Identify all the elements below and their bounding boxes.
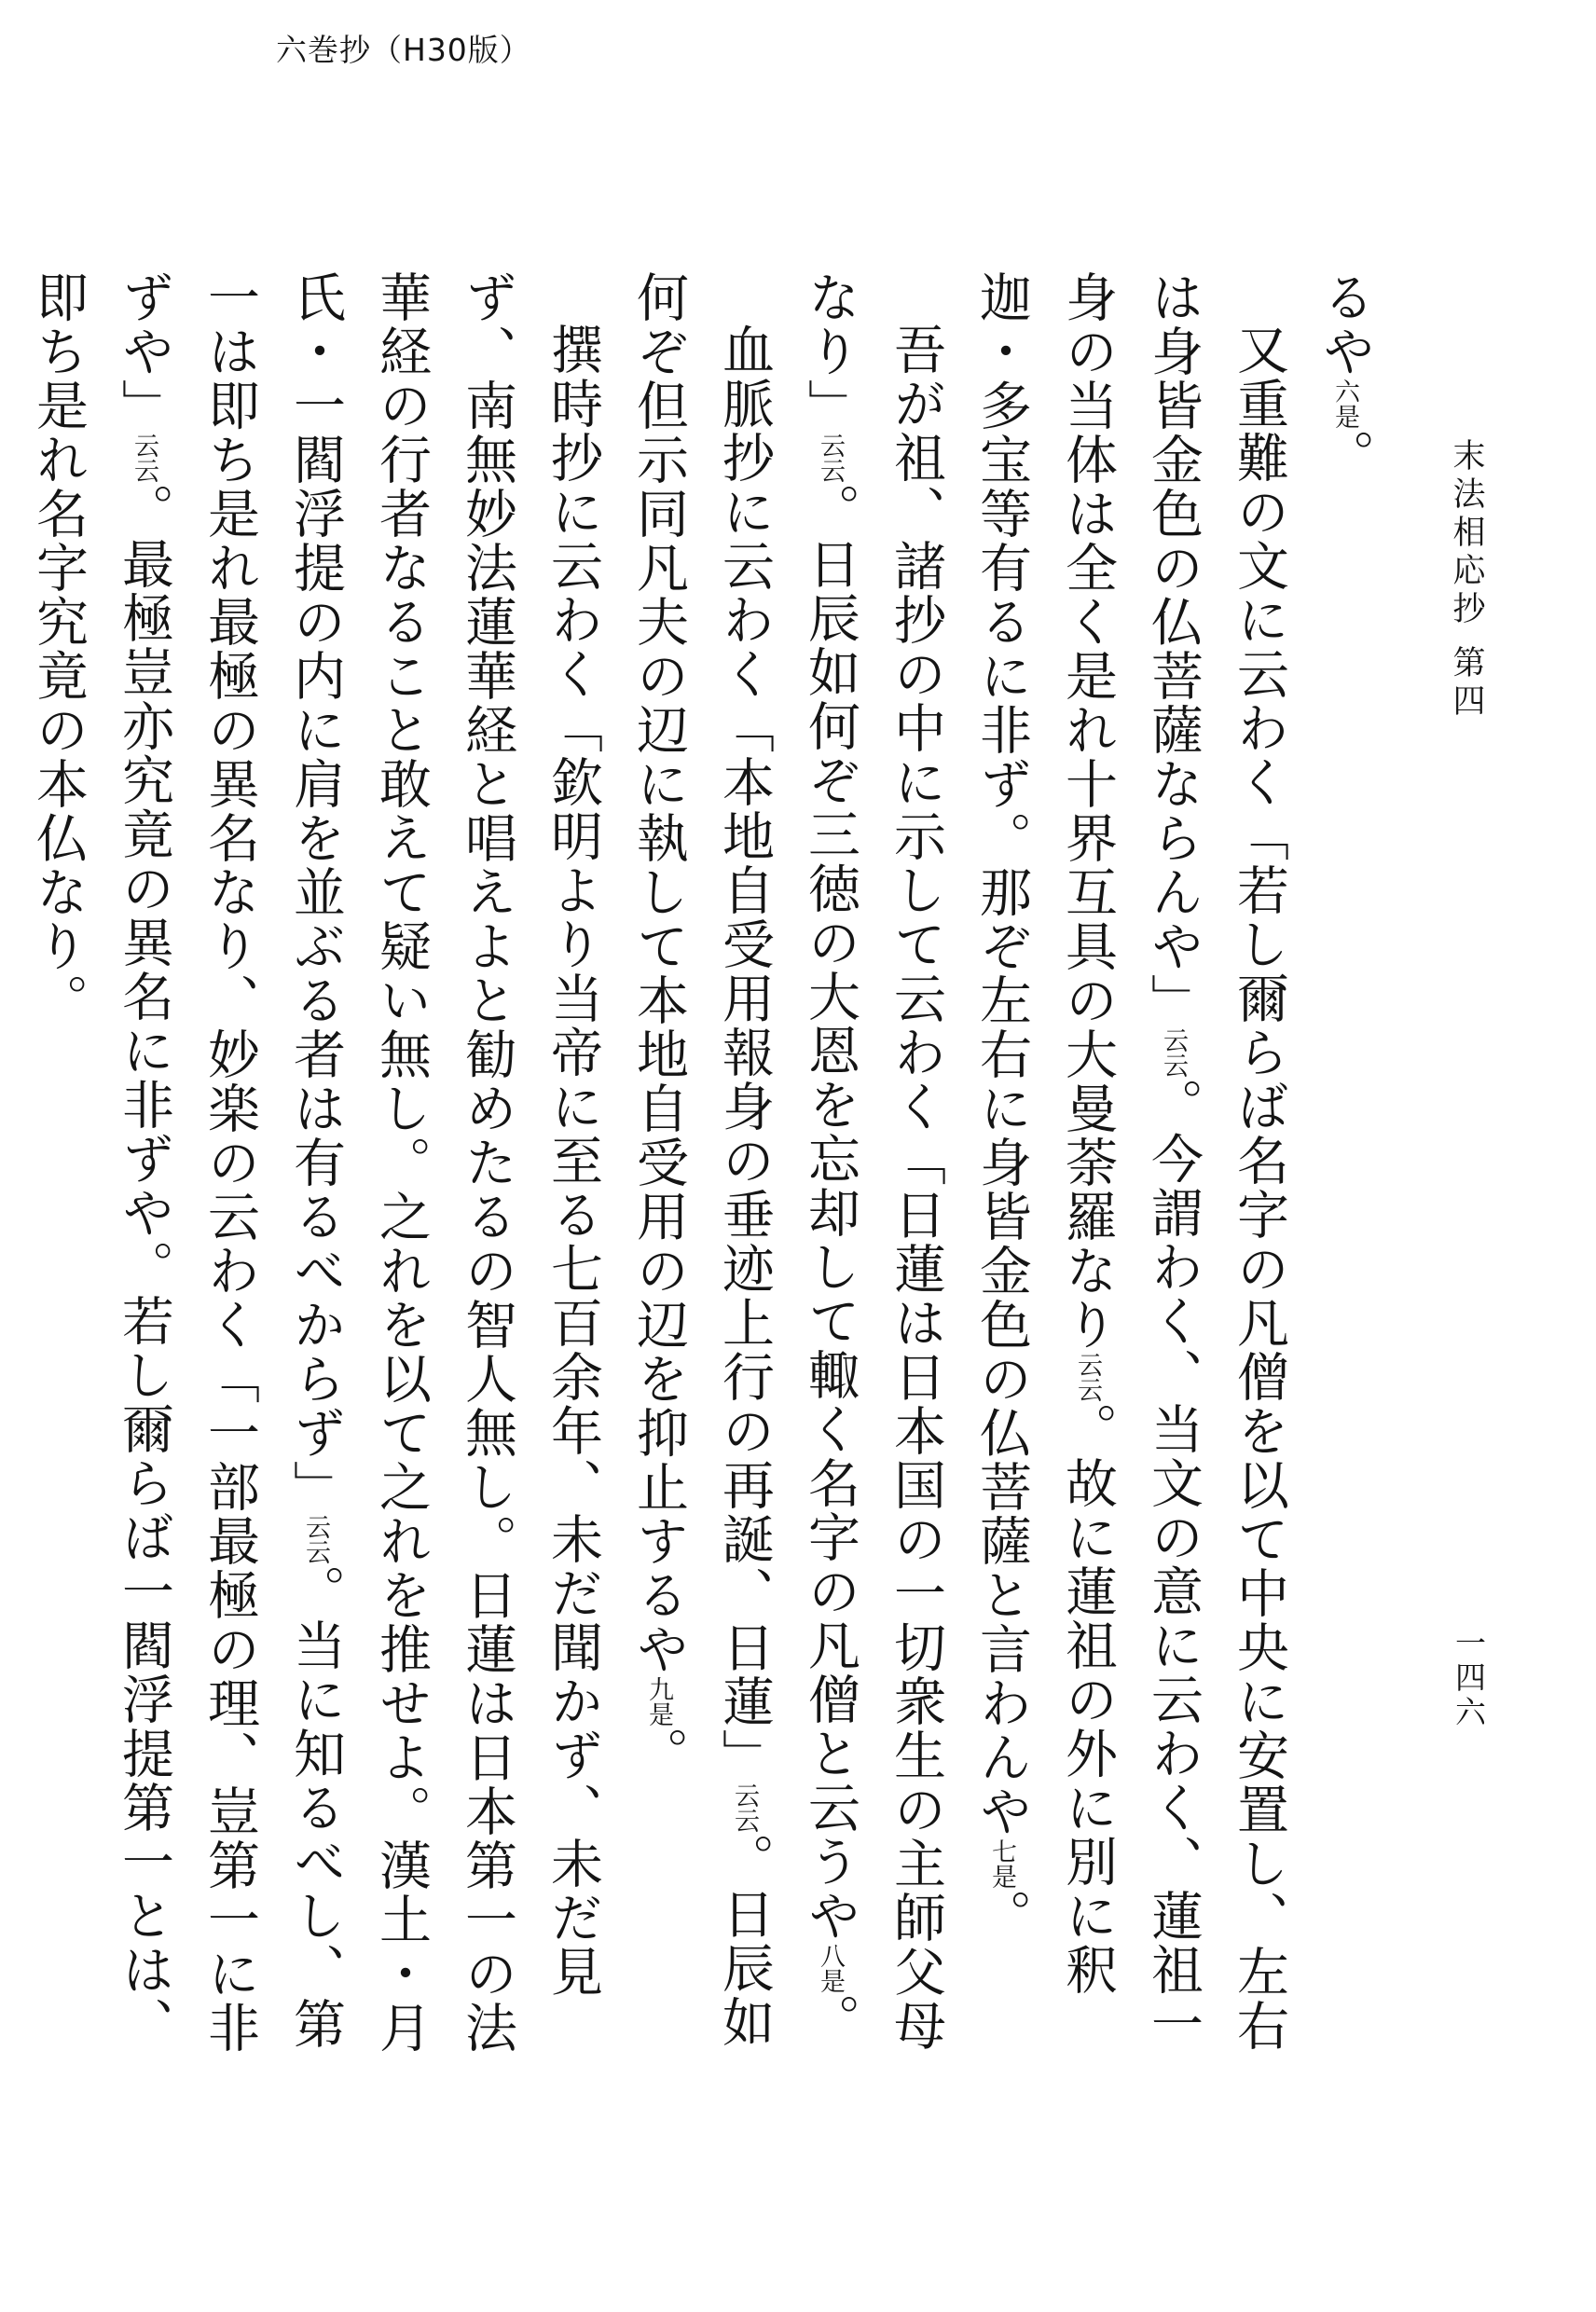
text-run: 。 <box>800 1993 860 2047</box>
text-run: 。 <box>1314 429 1375 483</box>
inline-note: 六是 <box>1330 378 1359 429</box>
running-head: 末法相応抄 第四 <box>1448 438 1485 722</box>
text-run: 撰時抄に云わく「欽明より当帝に至る七百余年、未だ聞かず、未だ見ず、南無妙法蓮華経と唱えよと勧めたるの智人無し。日蓮は日本第一の法華経の行者なること敢えて疑い無し。之れを以て之れを推せよ。漢土・月氏・一閻浮提の内に肩を並ぶる者は有るべからず」 <box>285 270 603 2055</box>
text-run: 又重難の文に云わく「若し爾らば名字の凡僧を以て中央に安置し、左右は身皆金色の仏菩薩ならんや」 <box>1143 270 1289 2053</box>
text-run: 吾が祖、諸抄の中に示して云わく「日蓮は日本国の一切衆生の主師父母なり」 <box>800 270 946 2053</box>
inline-note: 八是 <box>816 1943 845 1993</box>
paragraph-5 <box>15 270 615 2098</box>
book-title-header: 六巻抄（H30版） <box>276 32 531 68</box>
text-run: るや <box>1314 270 1375 378</box>
text-run: 。日辰如何ぞ三徳の大恩を忘却して輙く名字の凡僧と云うや <box>800 483 860 1943</box>
text-run: 血脈抄に云わく「本地自受用報身の垂迹上行の再誕、日蓮」 <box>714 323 775 1782</box>
inline-note: 云云 <box>1159 1027 1188 1078</box>
paragraph-4 <box>615 270 787 2098</box>
text-run: 。故に蓮祖の外に別に釈迦・多宝等有るに非ず。那ぞ左右に身皆金色の仏菩薩と言わんや <box>971 270 1118 1997</box>
text-run: 。今謂わく、当文の意に云わく、蓮祖一身の当体は全く是れ十界互具の大曼荼羅なり <box>1057 270 1204 2051</box>
text-run: 。日辰如何ぞ但示同凡夫の辺に執して本地自受用の辺を抑止するや <box>628 270 775 2049</box>
paragraph-3 <box>787 270 958 2098</box>
inline-note: 云云 <box>130 433 158 483</box>
inline-note: 云云 <box>1073 1352 1102 1402</box>
inline-note: 云云 <box>301 1514 330 1564</box>
text-run: 。 <box>971 1889 1032 1943</box>
paragraph-2 <box>958 270 1301 2098</box>
inline-note: 云云 <box>816 433 845 483</box>
inline-note: 九是 <box>644 1676 673 1727</box>
text-run: 。 <box>628 1727 689 1781</box>
text-run: 。当に知るべし、第一は即ち是れ最極の異名なり、妙楽の云わく「一部最極の理、豈第一に非ずや」 <box>114 270 346 2055</box>
page-number: 一四六 <box>1451 1627 1487 1730</box>
body-text <box>28 270 1387 2098</box>
paragraph-1 <box>1301 270 1387 2098</box>
text-run: 。最極豈亦究竟の異名に非ずや。若し爾らば一閻浮提第一とは、即ち是れ名字究竟の本仏なり。 <box>28 270 174 2051</box>
inline-note: 七是 <box>987 1838 1016 1889</box>
inline-note: 云云 <box>730 1782 759 1833</box>
